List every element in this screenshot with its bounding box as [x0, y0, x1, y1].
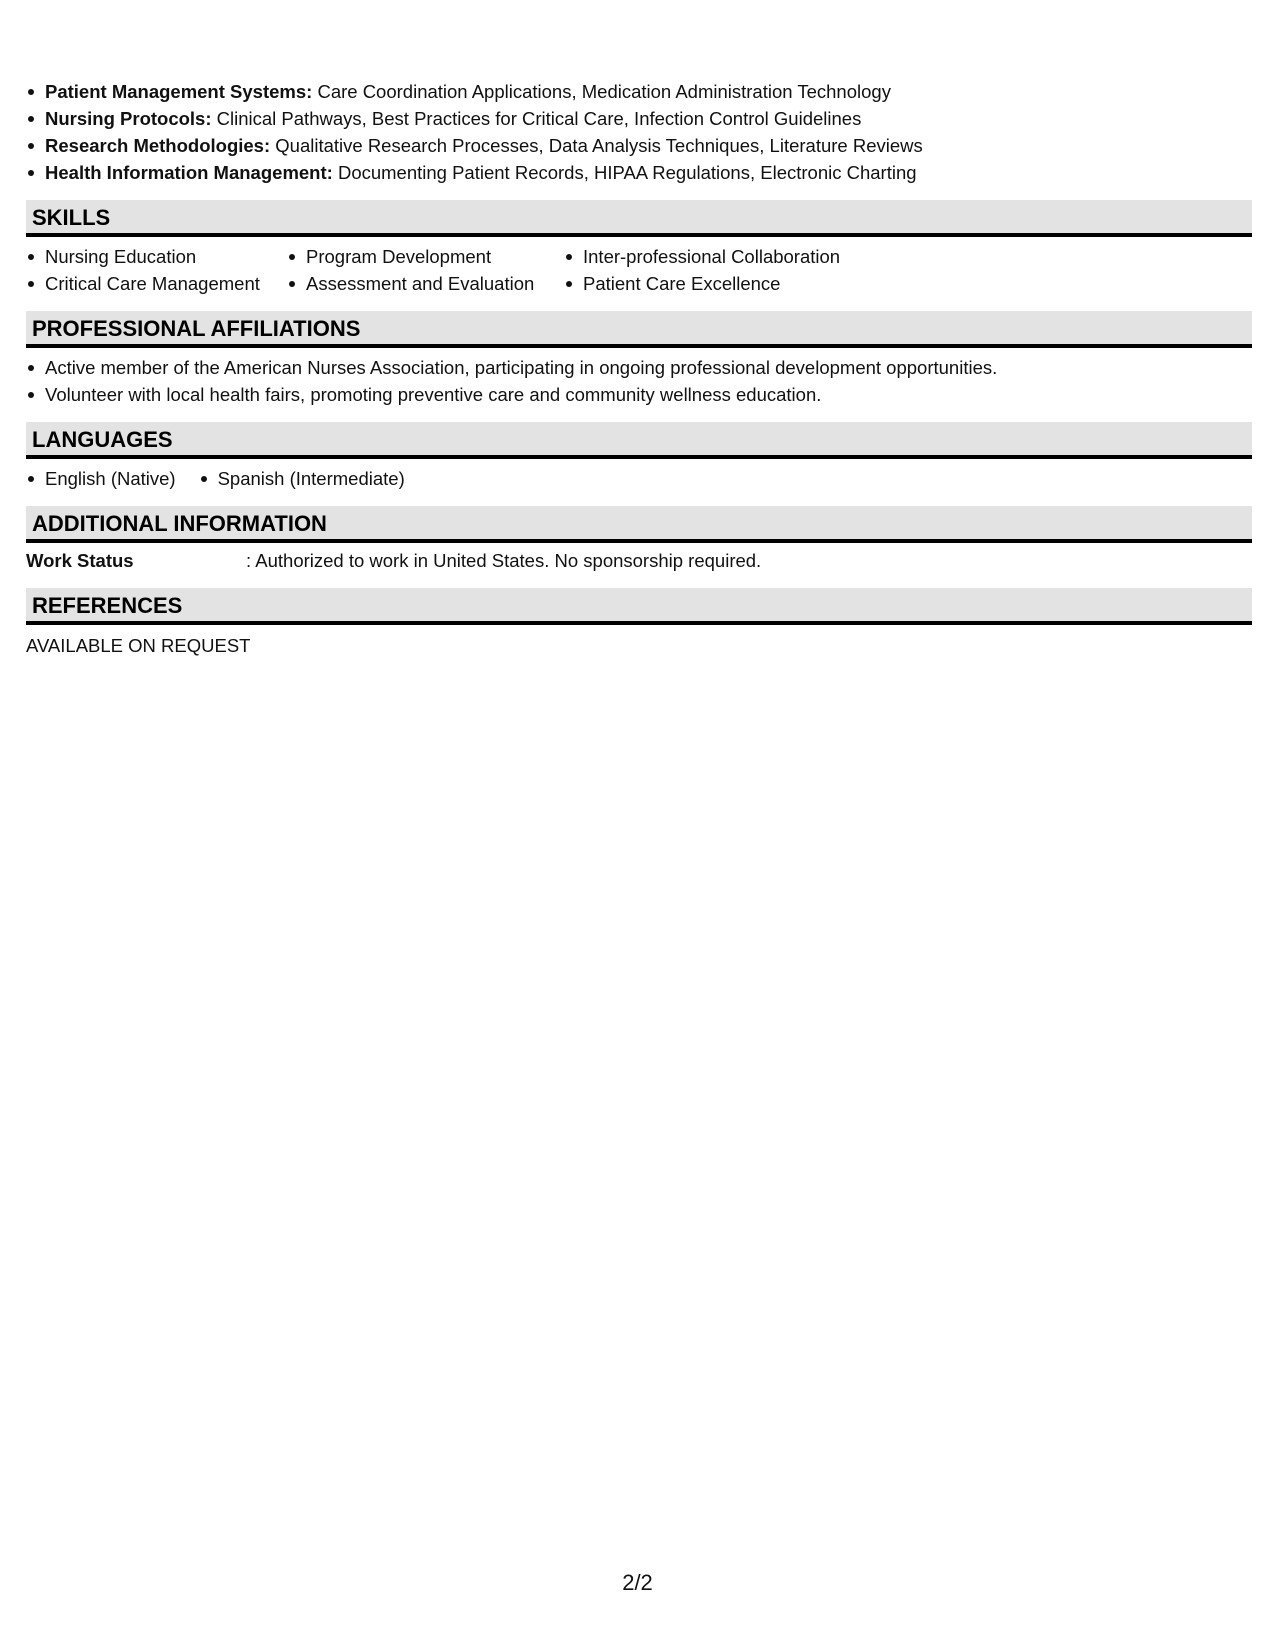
skill-item: Program Development	[287, 243, 564, 270]
affiliations-header: PROFESSIONAL AFFILIATIONS	[26, 311, 1252, 348]
affiliation-item: Active member of the American Nurses Association, participating in ongoing professional development opportunities.	[26, 354, 1252, 381]
languages-header: LANGUAGES	[26, 422, 1252, 459]
list-item	[26, 159, 1252, 186]
skills-list	[26, 243, 1252, 297]
skill-item: Critical Care Management	[26, 270, 287, 297]
skill-item: Inter-professional Collaboration	[564, 243, 1252, 270]
affiliations-list	[26, 354, 1252, 408]
item-label: Research Methodologies:	[45, 135, 271, 156]
skills-header: SKILLS	[26, 200, 1252, 237]
technical-skills-list	[26, 78, 1252, 186]
work-status-label: Work Status	[26, 550, 134, 571]
languages-list	[26, 465, 1252, 492]
language-item: Spanish (Intermediate)	[199, 465, 405, 492]
page-number: 2/2	[622, 1570, 653, 1595]
language-item: English (Native)	[26, 465, 176, 492]
resume-page-2	[26, 78, 1252, 659]
item-label: Health Information Management:	[45, 162, 333, 183]
list-item	[26, 78, 1252, 105]
list-item	[26, 132, 1252, 159]
work-status-value: : Authorized to work in United States. No sponsorship required.	[246, 550, 762, 571]
references-text: AVAILABLE ON REQUEST	[26, 635, 251, 656]
additional-info-header: ADDITIONAL INFORMATION	[26, 506, 1252, 543]
skill-item: Assessment and Evaluation	[287, 270, 564, 297]
work-status-row	[26, 547, 1252, 574]
list-item	[26, 105, 1252, 132]
item-text: Care Coordination Applications, Medication Administration Technology	[312, 81, 891, 102]
item-text: Documenting Patient Records, HIPAA Regulations, Electronic Charting	[332, 162, 917, 183]
skill-item: Nursing Education	[26, 243, 287, 270]
references-header: REFERENCES	[26, 588, 1252, 625]
item-text: Qualitative Research Processes, Data Analysis Techniques, Literature Reviews	[270, 135, 923, 156]
item-label: Nursing Protocols:	[45, 108, 212, 129]
item-label: Patient Management Systems:	[45, 81, 313, 102]
affiliation-item: Volunteer with local health fairs, promoting preventive care and community wellness education.	[26, 381, 1252, 408]
skill-item: Patient Care Excellence	[564, 270, 1252, 297]
item-text: Clinical Pathways, Best Practices for Critical Care, Infection Control Guidelines	[211, 108, 862, 129]
